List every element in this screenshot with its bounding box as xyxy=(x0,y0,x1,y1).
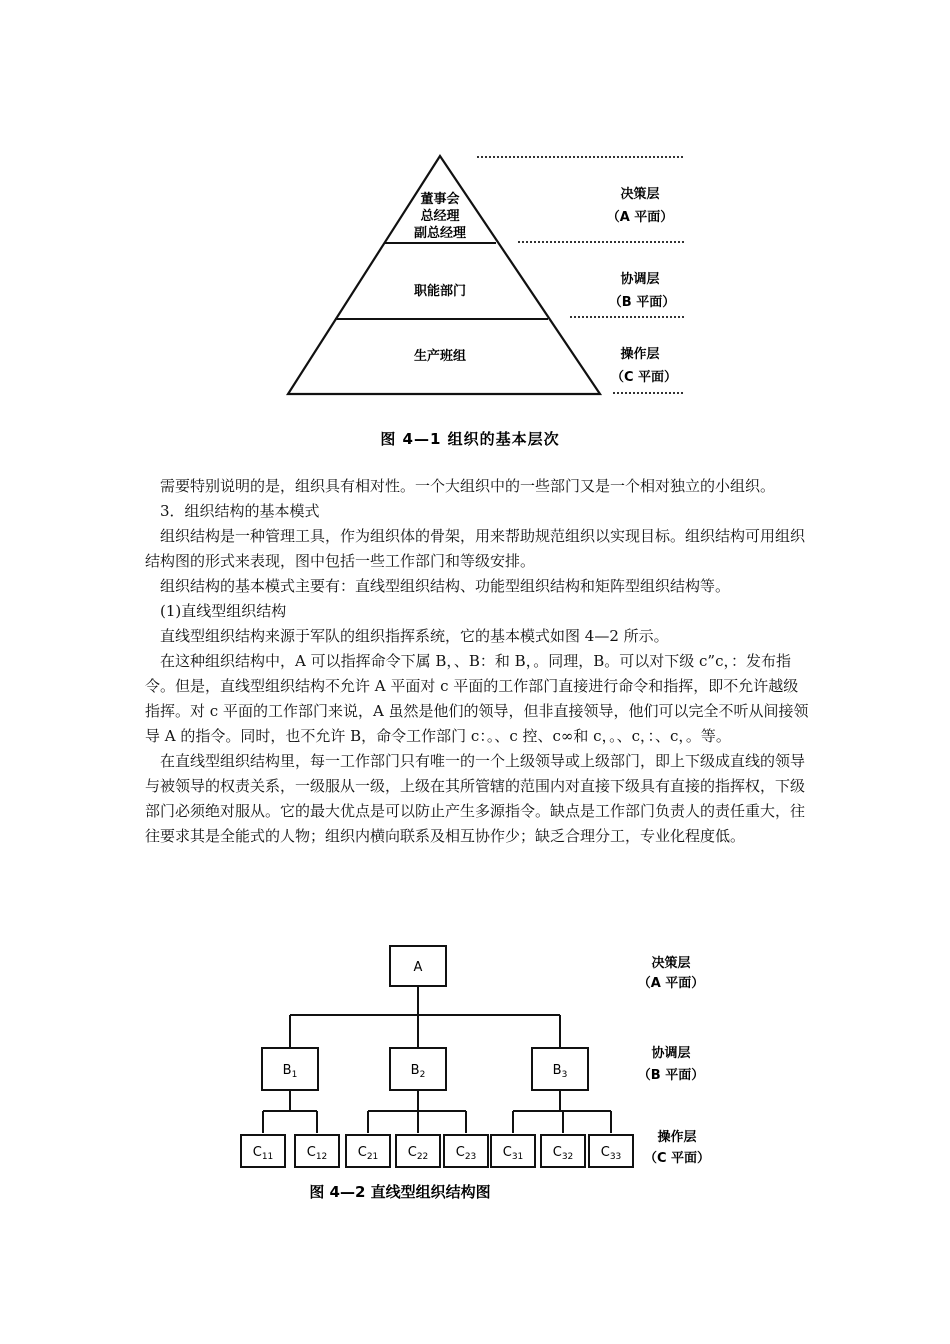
figure-organization-levels xyxy=(270,140,710,450)
node-a-label: A xyxy=(413,960,423,975)
node-b2-label: $B_2$ xyxy=(410,1063,426,1080)
node-c31 xyxy=(491,1135,535,1167)
paragraph-relativity: 需要特别说明的是，组织具有相对性。一个大组织中的一些部门又是一个相对独立的小组织。 xyxy=(160,477,776,495)
level-plane-a: （A 平面） xyxy=(606,210,674,225)
node-b2 xyxy=(390,1048,446,1090)
middle-label: 职能部门 xyxy=(413,284,467,299)
paragraph-linear-origin: 直线型组织结构来源于军队的组织指挥系统，它的基本模式如图 4—2 所示。 xyxy=(160,627,669,645)
node-c22-label: $C_{22}$ xyxy=(407,1145,429,1162)
node-c31-label: $C_{31}$ xyxy=(502,1145,524,1162)
node-c33-label: $C_{33}$ xyxy=(600,1145,622,1162)
pyramid-diagram xyxy=(270,140,710,450)
bottom-label: 生产班组 xyxy=(413,349,467,364)
level-plane-a: （A 平面） xyxy=(637,976,705,991)
level-name-decision: 决策层 xyxy=(651,956,691,971)
node-b3-label: $B_3$ xyxy=(552,1063,568,1080)
level-plane-c: （C 平面） xyxy=(610,370,678,385)
body-text xyxy=(145,474,810,849)
node-c21 xyxy=(346,1135,390,1167)
level-name-coordination: 协调层 xyxy=(651,1046,691,1061)
node-c22 xyxy=(396,1135,440,1167)
node-c12 xyxy=(295,1135,339,1167)
level-plane-b: （B 平面） xyxy=(608,295,676,310)
paragraph-linear-command: 在这种组织结构中，A 可以指挥命令下属 B，、B：和 B，。同理，B。可以对下级 c”c，：发布指令。但是，直线型组织结构不允许 A 平面对 c 平面的工作部门直接进行命令和指挥，即不允许越级指挥。对 c 平面的工作部门来说，A 虽然是他们的领导，但非直接领导，他们可以完全不听从间接领导 A 的指令。同时，也不允许 B，命令工作部门 c：。、c 控、c∞和 c，。、c，：、c，。等。 xyxy=(145,652,809,745)
node-c32-label: $C_{32}$ xyxy=(552,1145,574,1162)
paragraph-linear-traits: 在直线型组织结构里，每一工作部门只有唯一的一个上级领导或上级部门，即上下级成直线的领导与被领导的权责关系，一级服从一级，上级在其所管辖的范围内对直接下级具有直接的指挥权，下级部门必须绝对服从。它的最大优点是可以防止产生多源指令。缺点是工作部门负责人的责任重大，往往要求其是全能式的人物；组织内横向联系及相互协作少；缺乏合理分工，专业化程度低。 xyxy=(145,752,806,845)
node-c11 xyxy=(241,1135,285,1167)
apex-label-board: 董事会 xyxy=(420,192,460,207)
level-plane-b: （B 平面） xyxy=(637,1068,705,1083)
node-c12-label: $C_{12}$ xyxy=(306,1145,328,1162)
level-name-operation: 操作层 xyxy=(620,347,660,362)
figure-caption: 图 4—1 组织的基本层次 xyxy=(380,430,560,448)
node-c33 xyxy=(589,1135,633,1167)
node-c21-label: $C_{21}$ xyxy=(357,1145,379,1162)
org-chart-diagram xyxy=(225,935,725,1205)
node-a xyxy=(390,946,446,986)
node-c23-label: $C_{23}$ xyxy=(455,1145,477,1162)
level-name-operation: 操作层 xyxy=(657,1130,697,1145)
paragraph-definition: 组织结构是一种管理工具，作为组织体的骨架，用来帮助规范组织以实现目标。组织结构可用组织结构图的形式来表现，图中包括一些工作部门和等级安排。 xyxy=(145,527,806,570)
node-b1-label: $B_1$ xyxy=(282,1063,298,1080)
subheading-linear: (1)直线型组织结构 xyxy=(160,602,287,620)
node-b1 xyxy=(262,1048,318,1090)
node-c32 xyxy=(541,1135,585,1167)
figure-caption: 图 4—2 直线型组织结构图 xyxy=(309,1183,491,1201)
level-name-coordination: 协调层 xyxy=(620,272,660,287)
node-c11-label: $C_{11}$ xyxy=(252,1145,274,1162)
apex-label-deputy: 副总经理 xyxy=(413,226,467,241)
apex-label-gm: 总经理 xyxy=(420,209,460,224)
section-heading: 3．组织结构的基本模式 xyxy=(160,502,320,520)
level-name-decision: 决策层 xyxy=(620,187,660,202)
figure-linear-org-chart xyxy=(225,935,725,1205)
node-b3 xyxy=(532,1048,588,1090)
node-c23 xyxy=(444,1135,488,1167)
paragraph-basic-modes: 组织结构的基本模式主要有：直线型组织结构、功能型组织结构和矩阵型组织结构等。 xyxy=(160,577,731,595)
level-plane-c: （C 平面） xyxy=(643,1151,711,1166)
